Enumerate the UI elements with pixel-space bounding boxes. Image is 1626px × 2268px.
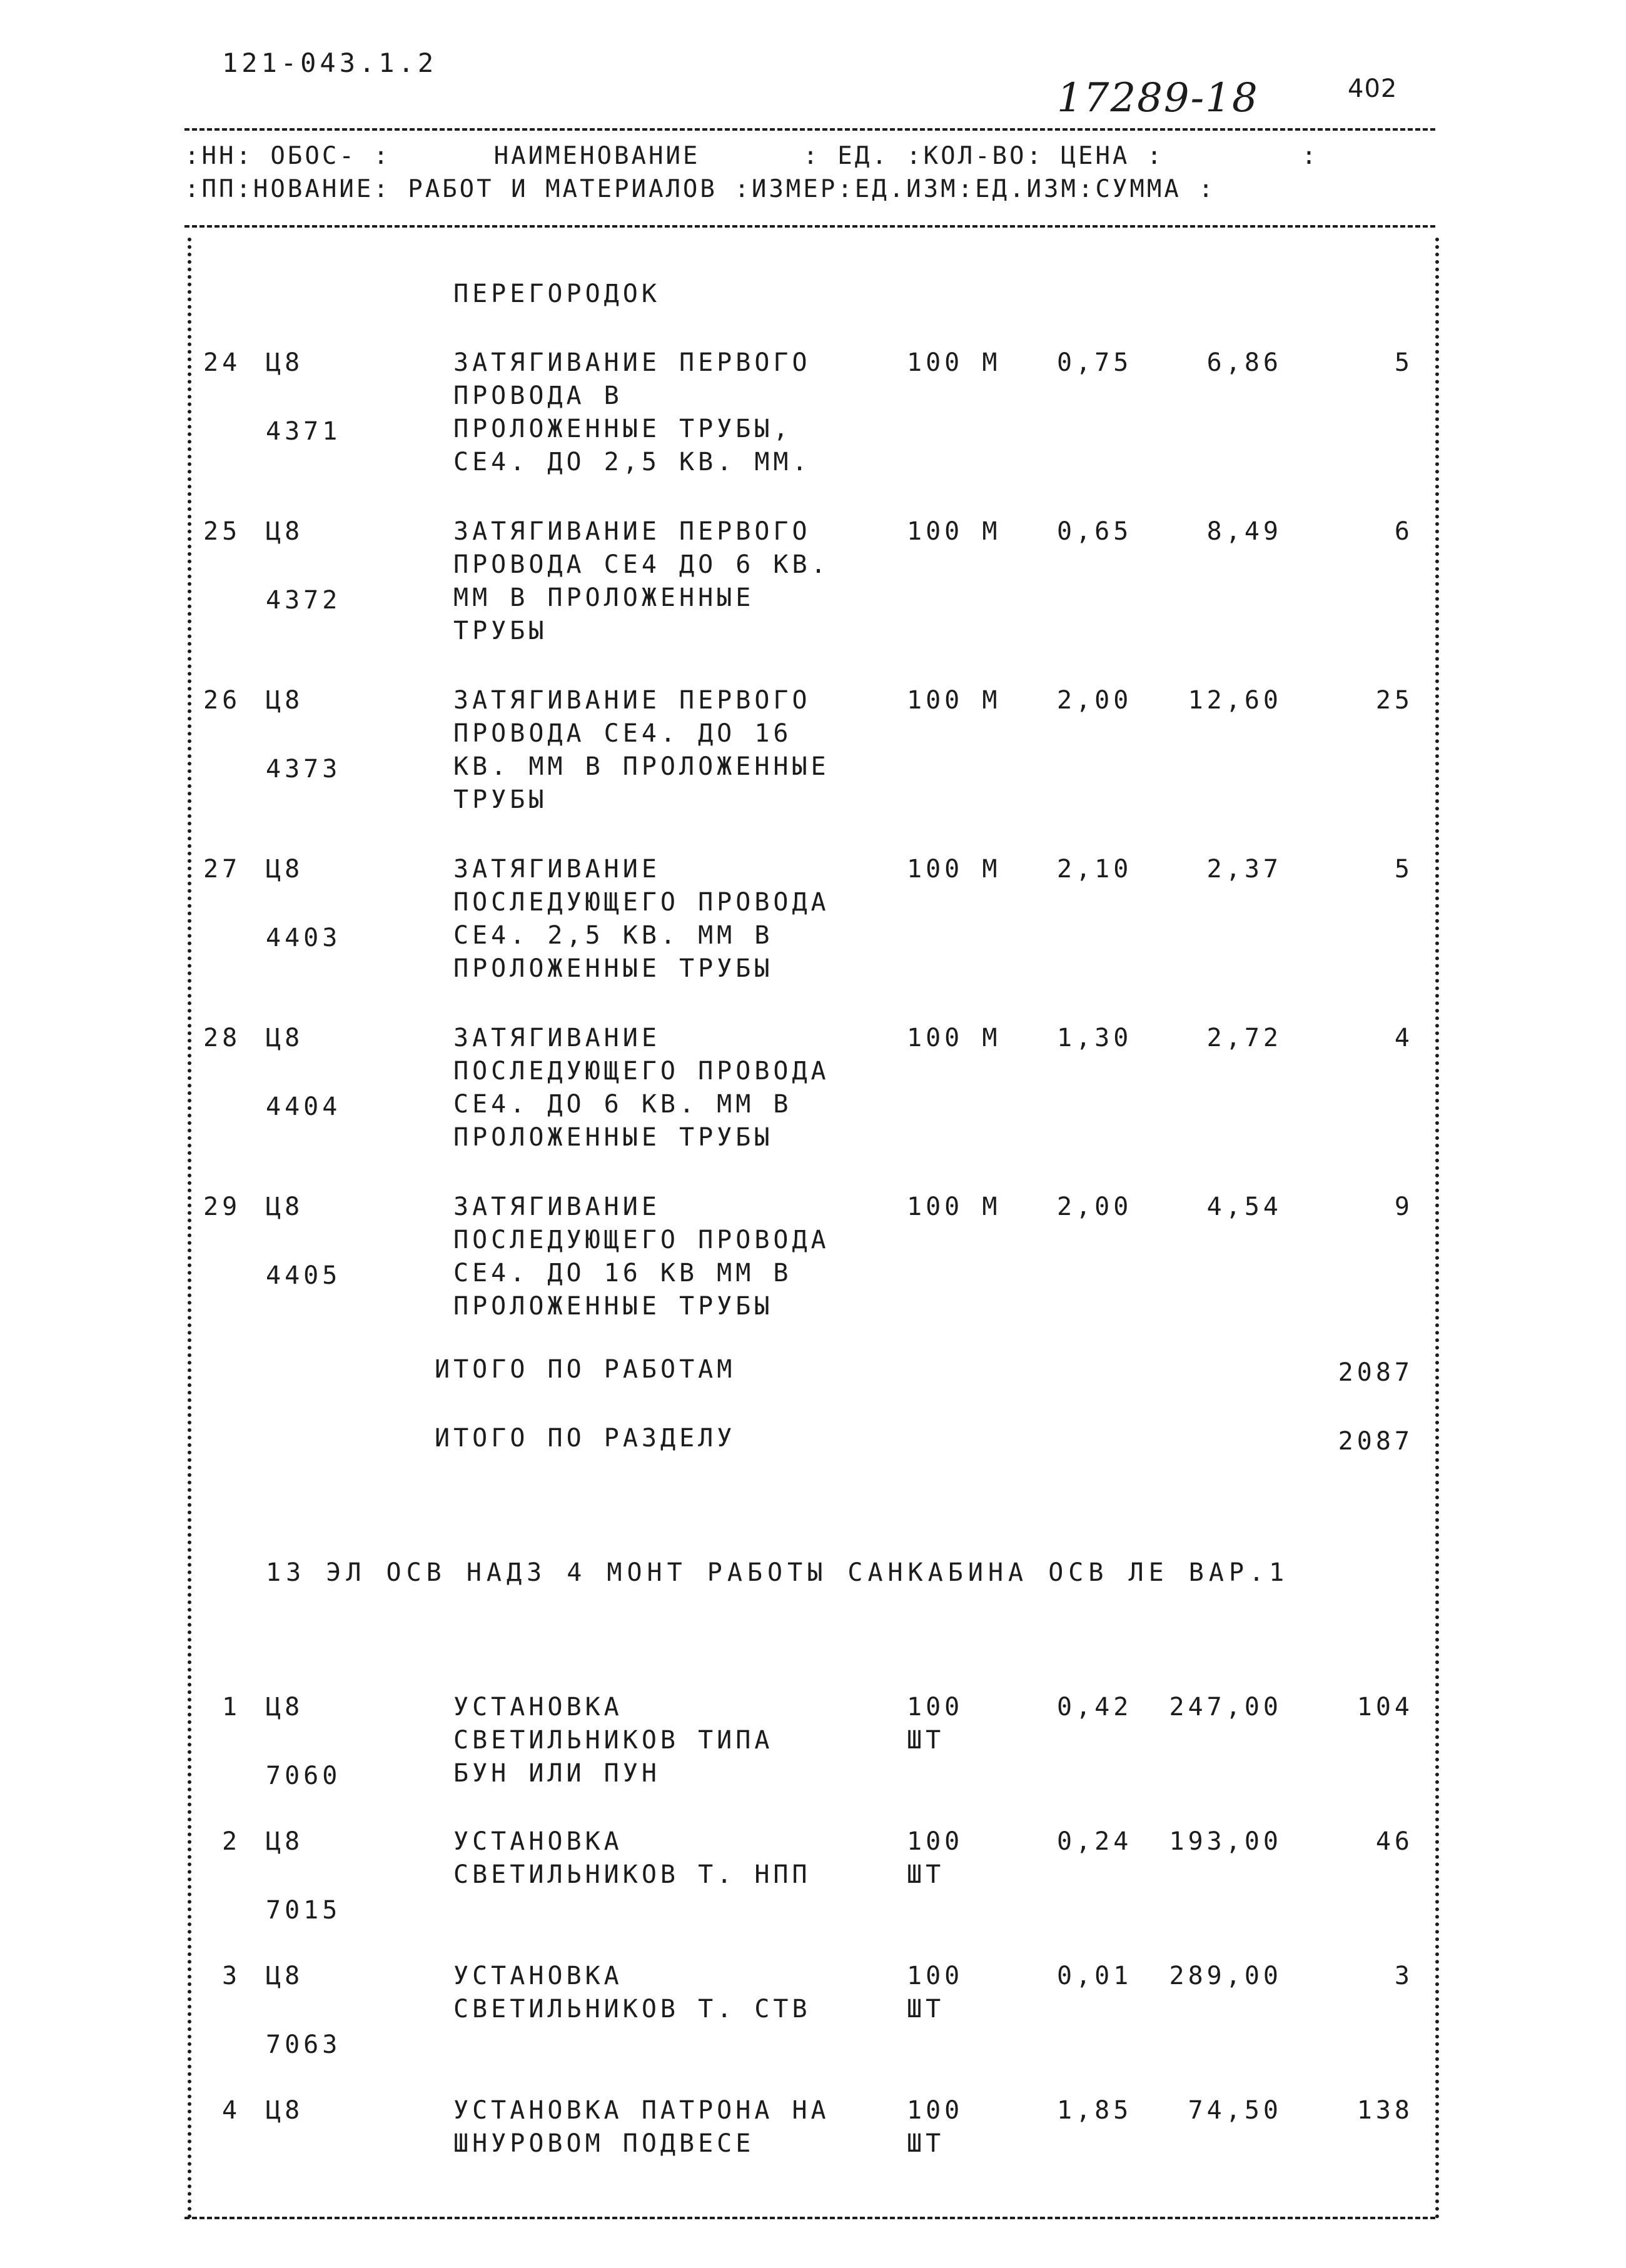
section-title: 13 ЭЛ ОСВ НАДЗ 4 МОНТ РАБОТЫ САНКАБИНА ОСВ ЛЕ ВАР.1 [266,1558,1290,1587]
row-name-line: ЗАТЯГИВАНИЕ ПЕРВОГО [453,686,811,715]
row-name-line: СЕ4. ДО 2,5 КВ. ММ. [453,448,811,476]
row-number: 25 [203,517,241,546]
row-unit: 100 М [907,1192,1001,1221]
row-quantity: 2,00 [1057,686,1133,715]
row-number: 28 [203,1024,241,1052]
row-name-line: СВЕТИЛЬНИКОВ ТИПА [453,1726,774,1755]
row-name-line: ЗАТЯГИВАНИЕ [453,1024,660,1052]
row-sum: 6 [1394,517,1413,546]
row-unit: ШТ [907,2129,945,2158]
row-quantity: 2,10 [1057,855,1133,884]
row-basis: 4373 [266,755,341,784]
row-code: Ц8 [266,1693,304,1721]
row-unit: 100 [907,1693,964,1721]
row-name-line: ПРОЛОЖЕННЫЕ ТРУБЫ, [453,415,792,443]
row-name-line: ПРОВОДА В [453,381,623,410]
row-quantity: 0,65 [1057,517,1133,546]
row-unit: 100 [907,1827,964,1856]
row-code: Ц8 [266,517,304,546]
row-name-line: ЗАТЯГИВАНИЕ [453,855,660,884]
row-unit: ШТ [907,1860,945,1889]
row-code: Ц8 [266,1962,304,1990]
row-quantity: 1,30 [1057,1024,1133,1052]
row-name-line: ПОСЛЕДУЮЩЕГО ПРОВОДА [453,1057,830,1086]
top-rule [184,128,1435,131]
row-price: 2,37 [1206,855,1282,884]
total-works-value: 2087 [1338,1358,1413,1387]
row-number: 29 [203,1192,241,1221]
row-sum: 138 [1356,2096,1413,2125]
row-unit: 100 М [907,855,1001,884]
row-number: 26 [203,686,241,715]
header-rule [184,225,1435,228]
row-quantity: 0,75 [1057,348,1133,377]
row-name-line: ПРОВОДА СЕ4 ДО 6 КВ. [453,550,830,579]
row-basis: 4403 [266,924,341,952]
row-name-line: КВ. ММ В ПРОЛОЖЕННЫЕ [453,752,830,781]
row-basis: 4372 [266,586,341,615]
row-name-line: ЗАТЯГИВАНИЕ ПЕРВОГО [453,517,811,546]
row-unit: ШТ [907,1995,945,2024]
row-code: Ц8 [266,855,304,884]
header-line-1: :НН: ОБОС- : НАИМЕНОВАНИЕ : ЕД. :КОЛ-ВО: ЦЕНА : : [184,142,1319,170]
row-unit: 100 М [907,686,1001,715]
row-unit: 100 М [907,517,1001,546]
row-name-line: ПОСЛЕДУЮЩЕГО ПРОВОДА [453,1226,830,1254]
total-section-value: 2087 [1338,1427,1413,1456]
row-name-line: ТРУБЫ [453,785,548,814]
row-basis: 7060 [266,1761,341,1790]
row-unit: 100 М [907,348,1001,377]
row-name-line: ПРОЛОЖЕННЫЕ ТРУБЫ [453,954,774,983]
page-number: 402 [1348,74,1398,103]
header-line-2: :ПП:НОВАНИЕ: РАБОТ И МАТЕРИАЛОВ :ИЗМЕР:ЕД.ИЗМ:ЕД.ИЗМ:СУММА : [184,175,1216,203]
row-price: 4,54 [1206,1192,1282,1221]
row-code: Ц8 [266,348,304,377]
row-name-line: ПРОВОДА СЕ4. ДО 16 [453,719,792,748]
row-unit: 100 [907,1962,964,1990]
row-code: Ц8 [266,1192,304,1221]
row-name-line: УСТАНОВКА ПАТРОНА НА [453,2096,830,2125]
total-section-label: ИТОГО ПО РАЗДЕЛУ [435,1424,736,1453]
row-name-line: УСТАНОВКА [453,1693,623,1721]
row-name-line: ПОСЛЕДУЮЩЕГО ПРОВОДА [453,888,830,917]
row-name-line: ЗАТЯГИВАНИЕ ПЕРВОГО [453,348,811,377]
row-name-line: УСТАНОВКА [453,1827,623,1856]
row-number: 3 [222,1962,241,1990]
row-name-line: ШНУРОВОМ ПОДВЕСЕ [453,2129,755,2158]
row-unit: ШТ [907,1726,945,1755]
row-sum: 46 [1375,1827,1413,1856]
row-sum: 5 [1394,348,1413,377]
row-price: 8,49 [1206,517,1282,546]
row-basis: 7015 [266,1896,341,1925]
row-name-line: ТРУБЫ [453,617,548,645]
row-basis: 4405 [266,1261,341,1290]
row-number: 2 [222,1827,241,1856]
row-sum: 104 [1356,1693,1413,1721]
row-quantity: 0,24 [1057,1827,1133,1856]
row-code: Ц8 [266,1827,304,1856]
row-basis: 4371 [266,417,341,446]
row-name-line: ММ В ПРОЛОЖЕННЫЕ [453,583,755,612]
row-unit: 100 [907,2096,964,2125]
row-price: 193,00 [1169,1827,1282,1856]
row-number: 4 [222,2096,241,2125]
row-sum: 5 [1394,855,1413,884]
row-name-line: УСТАНОВКА [453,1962,623,1990]
row-name-line: СЕ4. 2,5 КВ. ММ В [453,921,774,950]
total-works-label: ИТОГО ПО РАБОТАМ [435,1355,736,1384]
row-name-line: СЕ4. ДО 16 КВ ММ В [453,1259,792,1288]
row-name-line: СЕ4. ДО 6 КВ. ММ В [453,1090,792,1119]
row-name-line: СВЕТИЛЬНИКОВ Т. НПП [453,1860,811,1889]
row-name-line: ПРОЛОЖЕННЫЕ ТРУБЫ [453,1123,774,1152]
row-number: 1 [222,1693,241,1721]
bottom-rule [184,2217,1435,2219]
left-border [188,238,191,2220]
row-price: 74,50 [1188,2096,1282,2125]
row-code: Ц8 [266,686,304,715]
row-price: 247,00 [1169,1693,1282,1721]
row-number: 24 [203,348,241,377]
row-sum: 3 [1394,1962,1413,1990]
row-quantity: 1,85 [1057,2096,1133,2125]
row-price: 2,72 [1206,1024,1282,1052]
row-name-line: БУН ИЛИ ПУН [453,1759,660,1788]
row-quantity: 0,42 [1057,1693,1133,1721]
row-sum: 4 [1394,1024,1413,1052]
row-name-line: СВЕТИЛЬНИКОВ Т. СТВ [453,1995,811,2024]
row-quantity: 0,01 [1057,1962,1133,1990]
document-code: 121-043.1.2 [222,48,438,78]
right-border [1435,238,1439,2220]
row-name-line: ЗАТЯГИВАНИЕ [453,1192,660,1221]
row-code: Ц8 [266,1024,304,1052]
row-basis: 4404 [266,1092,341,1121]
handwritten-number: 17289-18 [1057,75,1259,121]
row-sum: 25 [1375,686,1413,715]
row-code: Ц8 [266,2096,304,2125]
row-sum: 9 [1394,1192,1413,1221]
row-unit: 100 М [907,1024,1001,1052]
row-price: 289,00 [1169,1962,1282,1990]
row-basis: 7063 [266,2030,341,2059]
row-name-line: ПРОЛОЖЕННЫЕ ТРУБЫ [453,1292,774,1321]
row-price: 12,60 [1188,686,1282,715]
continued-section-title: ПЕРЕГОРОДОК [453,280,660,308]
row-number: 27 [203,855,241,884]
row-quantity: 2,00 [1057,1192,1133,1221]
row-price: 6,86 [1206,348,1282,377]
